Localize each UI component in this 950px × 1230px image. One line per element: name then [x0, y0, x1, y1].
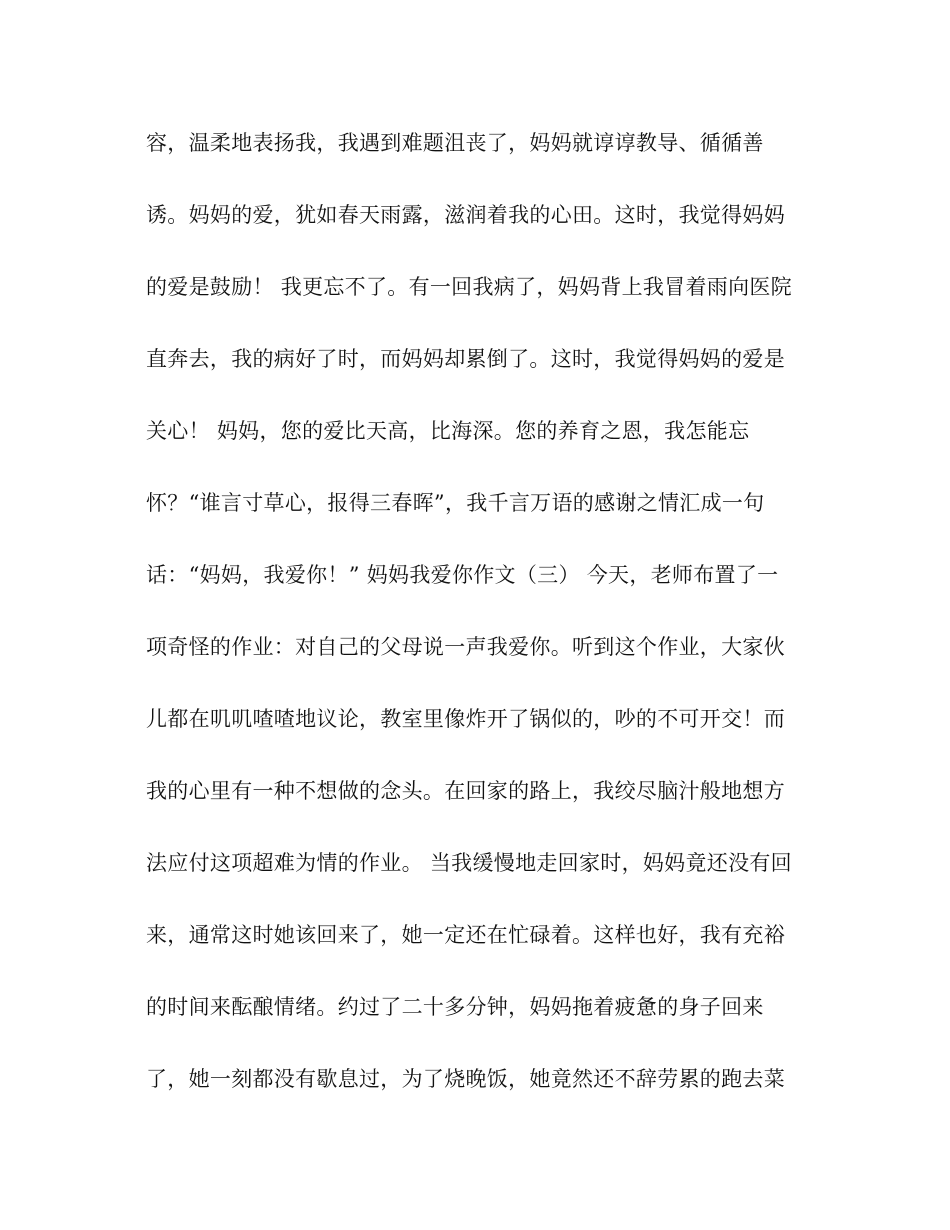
text-line: 直奔去，我的病好了时，而妈妈却累倒了。这时，我觉得妈妈的爱是: [146, 347, 785, 371]
text-line: 的爱是鼓励！ 我更忘不了。有一回我病了，妈妈背上我冒着雨向医院: [146, 275, 792, 299]
text-line: 容，温柔地表扬我，我遇到难题沮丧了，妈妈就谆谆教导、循循善: [146, 131, 764, 155]
text-line: 怀？“谁言寸草心，报得三春晖”，我千言万语的感谢之情汇成一句: [146, 491, 765, 515]
essay-text: [146, 121, 816, 1129]
text-line: 儿都在叽叽喳喳地议论，教室里像炸开了锅似的，吵的不可开交！而: [146, 707, 785, 731]
text-line: 我的心里有一种不想做的念头。在回家的路上，我绞尽脑汁般地想方: [146, 779, 785, 803]
text-line: 话：“妈妈，我爱你！” 妈妈我爱你作文（三） 今天，老师布置了一: [146, 563, 779, 587]
text-line: 的时间来酝酿情绪。约过了二十多分钟，妈妈拖着疲惫的身子回来: [146, 995, 764, 1019]
text-line: 诱。妈妈的爱，犹如春天雨露，滋润着我的心田。这时，我觉得妈妈: [146, 203, 785, 227]
text-line: 了，她一刻都没有歇息过，为了烧晚饭，她竟然还不辞劳累的跑去菜: [146, 1067, 785, 1091]
text-line: 关心！ 妈妈，您的爱比天高，比海深。您的养育之恩，我怎能忘: [146, 419, 750, 443]
text-line: 项奇怪的作业：对自己的父母说一声我爱你。听到这个作业，大家伙: [146, 635, 785, 659]
text-line: 法应付这项超难为情的作业。 当我缓慢地走回家时，妈妈竟还没有回: [146, 851, 792, 875]
text-line: 来，通常这时她该回来了，她一定还在忙碌着。这样也好，我有充裕: [146, 923, 785, 947]
